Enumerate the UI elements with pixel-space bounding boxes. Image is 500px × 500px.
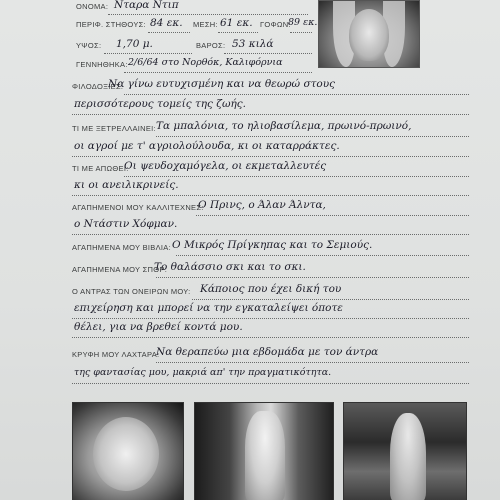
excites-rule-2: [72, 156, 469, 157]
ambitions-rule-2: [72, 114, 469, 115]
repels-line-1: Οι ψευδοχαμόγελα, οι εκμεταλλευτές: [124, 160, 327, 172]
child-photo: [194, 402, 334, 500]
height-label: ΥΨΟΣ:: [76, 41, 102, 50]
birth-rule: [124, 72, 312, 73]
repels-rule-1: [124, 176, 469, 177]
hips-rule: [290, 32, 312, 33]
child-figure: [245, 411, 285, 500]
birth-value: 2/6/64 στο Νορθόκ, Καλιφόρνια: [128, 57, 283, 68]
books-rule: [176, 255, 469, 256]
secret-rule-1: [156, 362, 469, 363]
dreamman-line-3: θέλει, για να βρεθεί κοντά μου.: [74, 321, 243, 333]
portrait-face: [349, 9, 389, 61]
girl-photo: [343, 402, 467, 500]
height-rule: [104, 53, 192, 54]
sports-rule: [156, 277, 469, 278]
waist-rule: [218, 32, 258, 33]
weight-rule: [224, 53, 312, 54]
birth-label: ΓΕΝΝΗΘΗΚΑ:: [76, 60, 128, 69]
dreamman-line-2: επιχείρηση και μπορεί να την εγκαταλείψει όποτε: [74, 302, 343, 314]
artists-label: ΑΓΑΠΗΜΕΝΟΙ ΜΟΥ ΚΑΛΛΙΤΕΧΝΕΣ:: [72, 203, 204, 212]
chest-value: 84 εκ.: [150, 17, 183, 29]
girl-figure: [390, 413, 426, 500]
artists-line-1: Ο Πρινς, ο Άλαν Άλντα,: [198, 199, 326, 211]
artists-rule-1: [196, 215, 469, 216]
artists-line-2: ο Ντάστιν Χόφμαν.: [74, 218, 178, 230]
repels-label: ΤΙ ΜΕ ΑΠΩΘΕΙ:: [72, 164, 129, 173]
waist-label: ΜΕΣΗ:: [193, 20, 218, 29]
name-rule: [108, 14, 308, 15]
chest-label: ΠΕΡΙΦ. ΣΤΗΘΟΥΣ:: [76, 20, 146, 29]
books-label: ΑΓΑΠΗΜΕΝΑ ΜΟΥ ΒΙΒΛΙΑ:: [72, 243, 171, 252]
secret-label: ΚΡΥΦΗ ΜΟΥ ΛΑΧΤΑΡΑ:: [72, 350, 160, 359]
baby-face: [93, 417, 159, 491]
chest-rule: [148, 32, 190, 33]
sports-label: ΑΓΑΠΗΜΕΝΑ ΜΟΥ ΣΠΟΡ:: [72, 265, 168, 274]
weight-value: 53 κιλά: [232, 38, 274, 50]
artists-rule-2: [72, 234, 469, 235]
ambitions-line-2: περισσότερους τομείς της ζωής.: [74, 98, 247, 110]
hips-value: 89 εκ.: [288, 17, 318, 28]
books-value: Ο Μικρός Πρίγκηπας και το Σεμιούς.: [172, 239, 373, 251]
portrait-photo: [318, 0, 420, 68]
waist-value: 61 εκ.: [220, 17, 253, 29]
sports-value: Το θαλάσσιο σκι και το σκι.: [154, 261, 306, 273]
ambitions-rule-1: [124, 94, 469, 95]
name-label: ΟΝΟΜΑ:: [76, 2, 109, 11]
repels-rule-2: [72, 195, 469, 196]
repels-line-2: κι οι ανειλικρινείς.: [74, 179, 179, 191]
dreamman-rule-2: [72, 318, 469, 319]
dreamman-rule-1: [192, 299, 469, 300]
name-value: Νταρα Ντιπ: [114, 0, 179, 11]
secret-rule-2: [72, 383, 469, 384]
hips-label: ΓΟΦΩΝ:: [260, 20, 291, 29]
secret-line-1: Να θεραπεύω μια εβδομάδα με τον άντρα: [156, 346, 379, 358]
excites-line-2: οι αγροί με τ' αγριολούλουδα, κι οι καταρράκτες.: [74, 140, 340, 152]
baby-photo: [72, 402, 184, 500]
height-value: 1,70 μ.: [116, 38, 153, 50]
secret-line-2: της φαντασίας μου, μακριά απ' την πραγματικότητα.: [74, 367, 332, 378]
excites-line-1: Τα μπαλόνια, το ηλιοβασίλεμα, πρωινό-πρωινό,: [156, 120, 412, 132]
excites-label: ΤΙ ΜΕ ΞΕΤΡΕΛΛΑΙΝΕΙ:: [72, 124, 156, 133]
dreamman-rule-3: [72, 337, 469, 338]
weight-label: ΒΑΡΟΣ:: [196, 41, 226, 50]
ambitions-line-1: Να γίνω ευτυχισμένη και να θεωρώ στους: [108, 78, 336, 90]
ambitions-label: ΦΙΛΟΔΟΞΙΕΣ:: [72, 82, 124, 91]
dreamman-line-1: Κάποιος που έχει δική του: [200, 283, 342, 295]
excites-rule-1: [156, 136, 469, 137]
dreamman-label: Ο ΑΝΤΡΑΣ ΤΩΝ ΟΝΕΙΡΩΝ ΜΟΥ:: [72, 287, 191, 296]
